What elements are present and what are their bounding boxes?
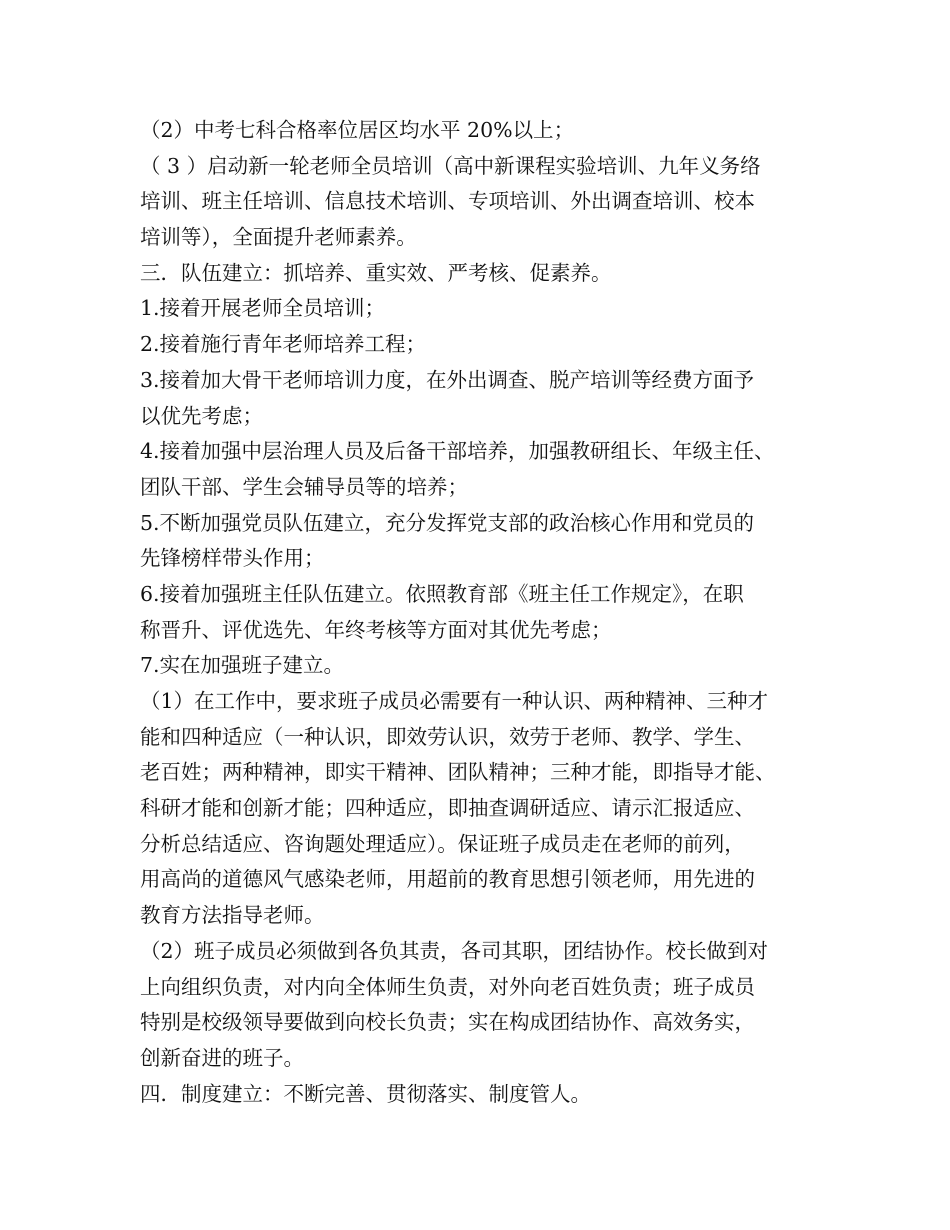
text-line: 培训等），全面提升老师素养。 (140, 225, 417, 250)
text-line: 先锋榜样带头作用； (140, 546, 325, 571)
text-line: 特别是校级领导要做到向校长负责；实在构成团结协作、高效务实， (140, 1010, 755, 1035)
text-line: 用高尚的道德风气感染老师，用超前的教育思想引领老师，用先进的 (140, 867, 755, 892)
section-heading: 四．制度建立：不断完善、贯彻落实、制度管人。 (140, 1081, 591, 1106)
text-line: 上向组织负责，对内向全体师生负责，对外向老百姓负责；班子成员 (140, 974, 755, 999)
text-line: 教育方法指导老师。 (140, 903, 325, 928)
text-line: 老百姓；两种精神，即实干精神、团队精神；三种才能，即指导才能、 (140, 760, 776, 785)
text-line: 6.接着加强班主任队伍建立。依照教育部《班主任工作规定》，在职 (140, 581, 744, 606)
document-body (140, 113, 830, 1112)
text-line: 创新奋进的班子。 (140, 1045, 304, 1070)
section-heading: 三．队伍建立：抓培养、重实效、严考核、促素养。 (140, 260, 612, 285)
text-line: 培训、班主任培训、信息技术培训、专项培训、外出调查培训、校本 (140, 189, 755, 214)
text-line: 3.接着加大骨干老师培训力度，在外出调查、脱产培训等经费方面予 (140, 367, 755, 392)
text-line: （2）班子成员必须做到各负其责，各司其职，团结协作。校长做到对 (140, 938, 769, 963)
text-line: 以优先考虑； (140, 403, 263, 428)
text-line: 4.接着加强中层治理人员及后备干部培养，加强教研组长、年级主任、 (140, 439, 775, 464)
text-line: 2.接着施行青年老师培养工程； (140, 332, 427, 357)
text-line: （1）在工作中，要求班子成员必需要有一种认识、两种精神、三种才 (140, 689, 769, 713)
text-line: 分析总结适应、咨询题处理适应）。保证班子成员走在老师的前列， (140, 831, 745, 856)
text-line: 称晋升、评优选先、年终考核等方面对其优先考虑； (140, 617, 612, 642)
text-line: 1.接着开展老师全员培训； (140, 296, 386, 321)
text-line: （2）中考七科合格率位居区均水平 20%以上； (140, 118, 575, 142)
text-line: 能和四种适应（一种认识，即效劳认识，效劳于老师、教学、学生、 (140, 724, 755, 749)
text-line: 7.实在加强班子建立。 (140, 653, 345, 678)
text-line: 团队干部、学生会辅导员等的培养； (140, 474, 468, 499)
text-line: 科研才能和创新才能；四种适应，即抽查调研适应、请示汇报适应、 (140, 796, 755, 821)
text-line: 5.不断加强党员队伍建立，充分发挥党支部的政治核心作用和党员的 (140, 510, 755, 535)
text-line: （ 3 ）启动新一轮老师全员培训（高中新课程实验培训、九年义务络 (140, 153, 761, 178)
